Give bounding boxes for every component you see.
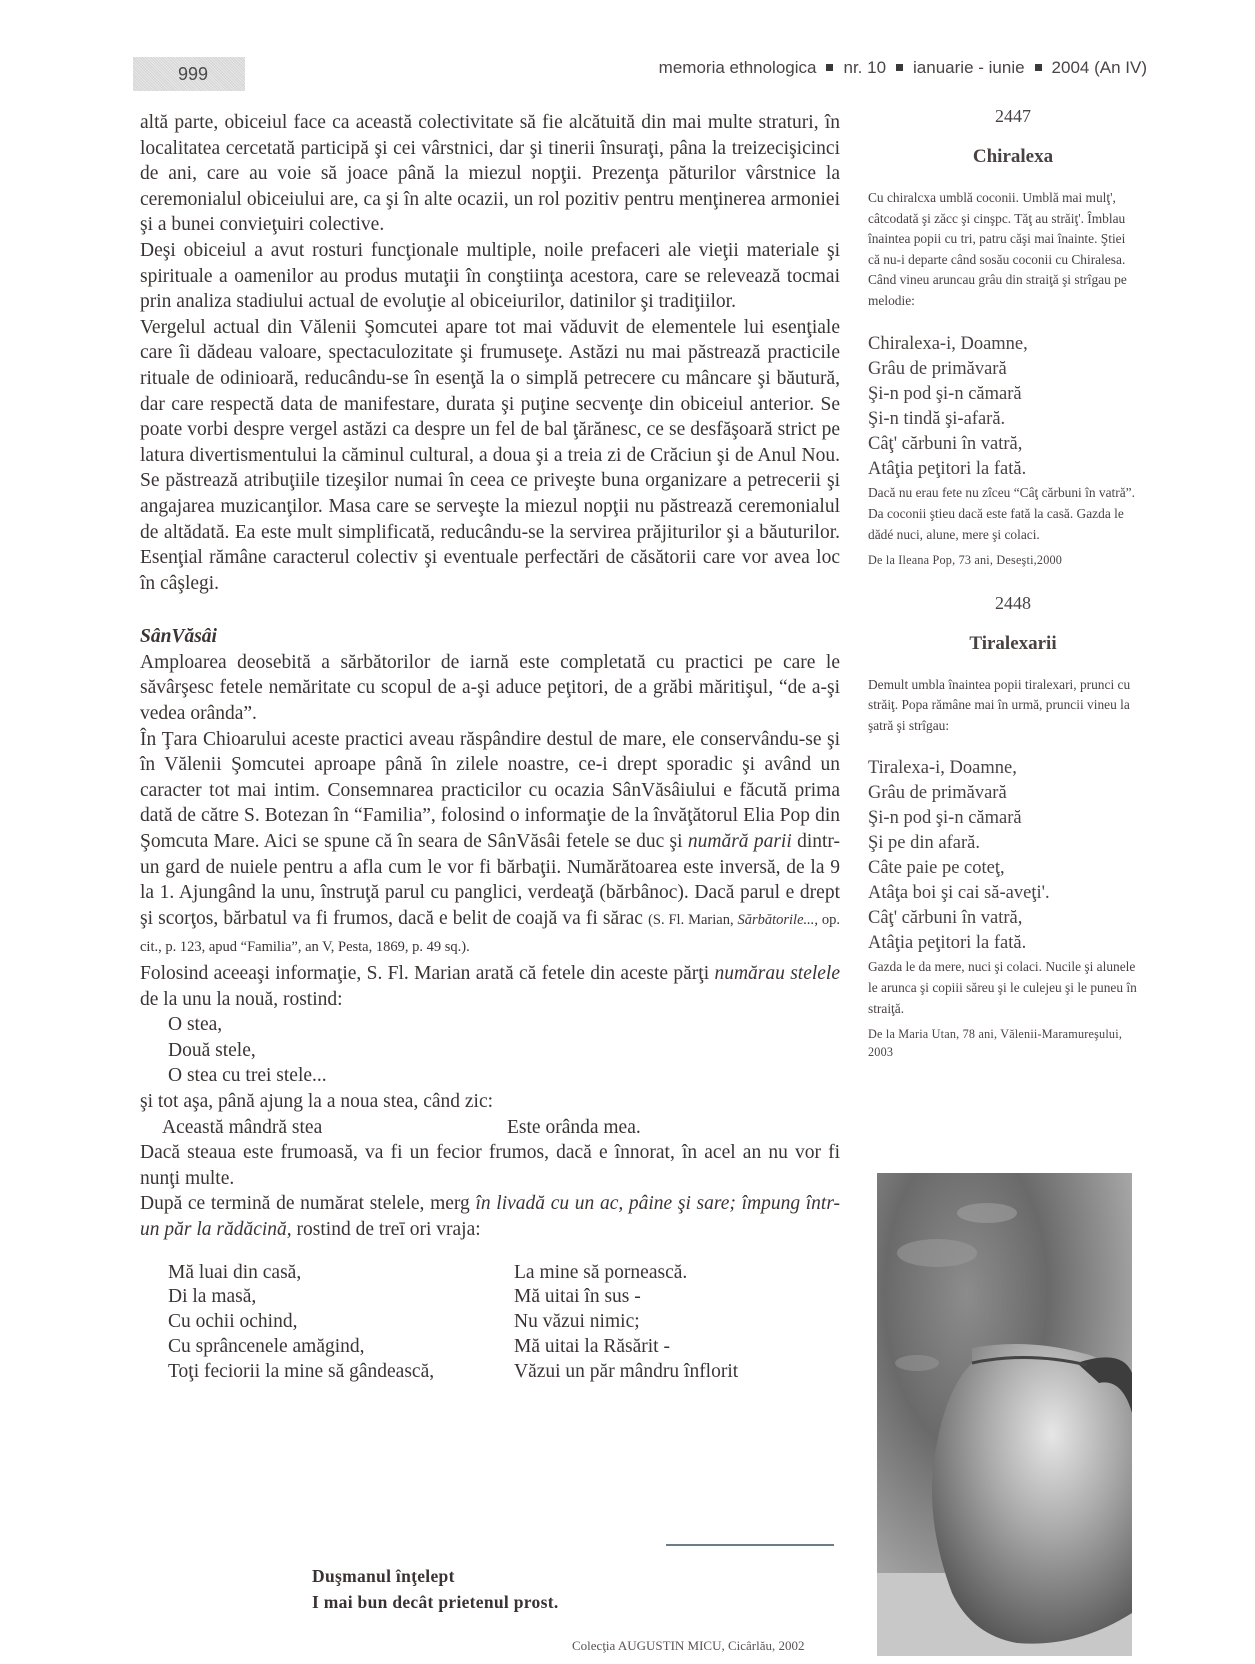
charm-left-column bbox=[168, 1261, 514, 1385]
entry-source: De la Maria Utan, 78 ani, Vălenii-Maramureşului, 2003 bbox=[868, 1027, 1123, 1060]
verse-line: Cu sprâncenele amăgind, bbox=[168, 1335, 365, 1357]
poem-line: Grâu de primăvară bbox=[868, 783, 1007, 804]
section-title: SânVăsâi bbox=[140, 626, 217, 648]
paragraph: Deşi obiceiul a avut rosturi funcţionale multiple, noile prefaceri ale vieţii materiale şi spirituale a oamenilor au produs mutaţii în conştiinţa acestora, care se relevează tocmai prin analiza stadiului actual de evoluţie al obiceiurilor, datinilor şi tradiţiilor. bbox=[140, 239, 840, 313]
italic-run: în livadă cu un ac, pâine şi sare; împung într-un păr la rădăcină, bbox=[140, 1193, 841, 1240]
verse-line: Mă uitai în sus - bbox=[514, 1286, 641, 1308]
citation-title: Sărbătorile..., bbox=[737, 911, 819, 928]
proverb bbox=[312, 1563, 559, 1615]
running-head bbox=[659, 58, 1147, 78]
verse-line: Mă uitai la Răsărit - bbox=[514, 1335, 670, 1357]
jug-body bbox=[932, 1344, 1132, 1644]
text-run: Folosind aceeaşi informaţie, S. Fl. Marian arată că fetele din aceste părţi bbox=[140, 963, 710, 984]
poem-line: Şi-n pod şi-n cămară bbox=[868, 383, 1022, 404]
page-number: 999 bbox=[133, 57, 245, 91]
jug-photo bbox=[877, 1173, 1132, 1656]
poem-line: Şi pe din afară. bbox=[868, 833, 980, 854]
collection-credit: Colecţia AUGUSTIN MICU, Cicârlău, 2002 bbox=[572, 1638, 805, 1653]
poem-line: Chiralexa-i, Doamne, bbox=[868, 333, 1028, 354]
paragraph: Dacă steaua este frumoasă, va fi un fecior frumos, dacă e înnorat, în acel an nu vor fi nunţi multe. bbox=[140, 1142, 840, 1189]
verse-line: Această mândră stea bbox=[162, 1116, 323, 1138]
verse-line: Cu ochii ochind, bbox=[168, 1311, 298, 1333]
page-header bbox=[0, 0, 1255, 100]
poem-line: Şi-n tindă şi-afară. bbox=[868, 408, 1006, 429]
sidebar-entry-2447 bbox=[868, 106, 1140, 569]
italic-run: numărau stelele bbox=[714, 963, 841, 984]
issue-year: 2004 (An IV) bbox=[1051, 58, 1147, 77]
proverb-line: Duşmanul înţelept bbox=[312, 1566, 455, 1586]
verse-line: Două stele, bbox=[168, 1039, 256, 1061]
entry-title: Chiralexa bbox=[972, 146, 1054, 167]
journal-title: memoria ethnologica bbox=[658, 58, 817, 77]
text-run: După ce termină de numărat stelele, merg bbox=[140, 1193, 470, 1215]
verse-line: O stea, bbox=[168, 1014, 223, 1036]
paragraph bbox=[140, 1191, 840, 1242]
verse-orandа bbox=[140, 1115, 840, 1141]
issue-period: ianuarie - iunie bbox=[913, 58, 1025, 77]
verse-line: Este orânda mea. bbox=[507, 1116, 641, 1138]
sidebar-column bbox=[868, 106, 1140, 1061]
text-run: dintr-un gard de nuiele pentru a afla cum le vor fi bărbaţii. Numărătoarea este inversă, de la 9 la 1. Ajungând la unu, înstruţă parul cu panglici, verdeaţă (bărbânoc). Dacă parul e drept şi scorţos, bărbatul va fi frumos, dacă e belit de coajă va fi sărac bbox=[140, 831, 840, 929]
poem-line: Grâu de primăvară bbox=[868, 358, 1007, 379]
verse-stars bbox=[140, 1012, 840, 1089]
verse-line: Mă luai din casă, bbox=[168, 1261, 302, 1283]
text-run: de la unu la nouă, rostind: bbox=[140, 988, 343, 1010]
charm-right-column bbox=[514, 1261, 738, 1385]
entry-intro: Cu chiralcxa umblă coconii. Umblă mai mulţ', câtcodată şi zăcc şi cinşpc. Tăţ au străiţ'. Îmblau înaintea popii cu tri, patru căşi mai înainte. Ştiei că nu-i departe când sosău coconii cu Chiralesa. Când vineu aruncau grâu din straiţă şi strîgau pe melodie: bbox=[868, 190, 1127, 308]
verse-line: O stea cu trei stele... bbox=[168, 1065, 327, 1087]
paragraph bbox=[140, 727, 840, 961]
entry-title: Tiralexarii bbox=[969, 632, 1057, 654]
citation-text: op. cit., p. 123, apud “Familia”, an V, Pesta, 1869, p. 49 sq.). bbox=[140, 911, 841, 956]
entry-note: Dacă nu erau fete nu zîceu “Câţ cărbuni în vatră”. Da coconii ştieu dacă este fată la casă. Gazda le dădé nuci, alune, mere şi colaci. bbox=[868, 484, 1135, 542]
paragraph: altă parte, obiceiul face ca această colectivitate să fie alcătuită din mai multe straturi, în localitatea cercetată participă şi cei vârstnici, dar şi tinerii însuraţi, pâna la treizecişicinci de ani, care au voie să joace până la miezul nopţii. Prezenţa păturilor vârstnice la ceremonialul obiceiului are, ca şi în alte ocazii, un rol pozitiv pentru menţinerea armoniei şi a bunei convieţuiri colective. bbox=[140, 112, 840, 236]
main-column bbox=[140, 110, 840, 1385]
poem-line: Atâţia peţitori la fată. bbox=[868, 458, 1027, 479]
paragraph: şi tot aşa, până ajung la a noua stea, când zic: bbox=[140, 1090, 494, 1112]
poem-line: Câţ' cărbuni în vatră, bbox=[868, 433, 1023, 454]
entry-number: 2447 bbox=[995, 106, 1031, 126]
poem-line: Atâţia peţitori la fată. bbox=[868, 933, 1027, 954]
entry-note: Gazda le da mere, nuci şi colaci. Nucile şi alunele le arunca şi copiii săreu şi le culejeu şi le puneu în straiţă. bbox=[868, 959, 1137, 1017]
verse-line: La mine să pornească. bbox=[514, 1261, 688, 1283]
poem-line: Şi-n pod şi-n cămară bbox=[868, 808, 1022, 829]
proverb-line: I mai bun decât prietenul prost. bbox=[312, 1592, 559, 1612]
paragraph: Vergelul actual din Vălenii Şomcutei apare tot mai văduvit de elementele lui esenţiale care îi dădeau valoare, spectaculozitate şi frumuseţe. Astăzi nu mai păstrează practicile rituale de odinioară, reducându-se în esenţă la o simplă petrecere cu mâncare şi băutură, dar care respectă data de manifestare, durata şi puţine secvenţe din obiceiul anterior. Se poate vorbi despre vergel astăzi ca despre un fel de bal ţărănesc, ce se desfăşoară strict pe latura divertismentului la căminul cultural, a doua şi a treia zi de Crăciun şi de Anul Nou. Se păstrează atribuţiile tizeşilor numai în ceea ce priveşte buna organizare a petrecerii şi angajarea muzicanţilor. Masa care se serveşte la miezul nopţii nu păstrează ceremonialul de altădată. Ea este mult simplificată, reducându-se la servirea prăjiturilor şi a băuturilor. Esenţial rămâne caracterul colectiv şi eventuale perfectări de căsătorii care vor avea loc în câşlegi. bbox=[140, 316, 840, 594]
entry-poem bbox=[868, 756, 1140, 956]
verse-line: Toţi feciorii la mine să gândească, bbox=[168, 1360, 435, 1382]
italic-run: numără parii bbox=[687, 831, 792, 853]
verse-line: Văzui un păr mândru înflorit bbox=[514, 1360, 739, 1382]
sidebar-entry-2448 bbox=[868, 593, 1140, 1062]
square-bullet-icon bbox=[896, 64, 903, 71]
poem-line: Tiralexa-i, Doamne, bbox=[868, 758, 1017, 779]
issue-number: nr. 10 bbox=[843, 58, 887, 77]
text-run: rostind de treī ori vraja: bbox=[296, 1218, 481, 1240]
charm-verse bbox=[140, 1261, 840, 1385]
entry-source: De la Ileana Pop, 73 ani, Deseşti,2000 bbox=[868, 552, 1063, 567]
verse-line: Nu văzui nimic; bbox=[514, 1311, 640, 1333]
entry-intro: Demult umbla înaintea popii tiralexari, prunci cu străiţ. Popa rămâne mai în urmă, pruncii vineu la şatră şi strîgau: bbox=[868, 676, 1131, 733]
square-bullet-icon bbox=[1035, 64, 1042, 71]
paragraph: Amploarea deosebită a sărbătorilor de iarnă este completată cu practici pe care le săvârşesc fetele nemăritate cu scopul de a-şi aduce peţitori, de a grăbi măritişul, “de a-şi vedea orânda”. bbox=[140, 651, 840, 725]
verse-line: Di la masă, bbox=[168, 1286, 257, 1308]
poem-line: Câte paie pe coteţ, bbox=[868, 858, 1005, 879]
citation-text: (S. Fl. Marian, bbox=[648, 911, 734, 928]
entry-poem bbox=[868, 332, 1140, 482]
poem-line: Câţ' cărbuni în vatră, bbox=[868, 908, 1023, 929]
divider-rule bbox=[666, 1544, 834, 1546]
clay-jug-image bbox=[877, 1173, 1132, 1656]
paragraph bbox=[140, 961, 840, 1012]
text-run: În Ţara Chioarului aceste practici aveau răspândire destul de mare, ele conservându-se şi în Vălenii Şomcutei aproape până în zilele noastre, ce-i drept sporadic şi având un caracter tot mai intim. Consemnarea practicilor cu ocazia SânVăsâiului e făcută prima dată de către S. Botezan în “Familia”, folosind o informaţie de la învăţătorul Elia Pop din Şomcuta Mare. Aici se spune că în seara de SânVăsâi fetele se duc şi bbox=[140, 728, 840, 853]
square-bullet-icon bbox=[826, 64, 833, 71]
entry-number: 2448 bbox=[995, 592, 1031, 613]
poem-line: Atâţa boi şi cai să-aveţi'. bbox=[868, 883, 1050, 904]
